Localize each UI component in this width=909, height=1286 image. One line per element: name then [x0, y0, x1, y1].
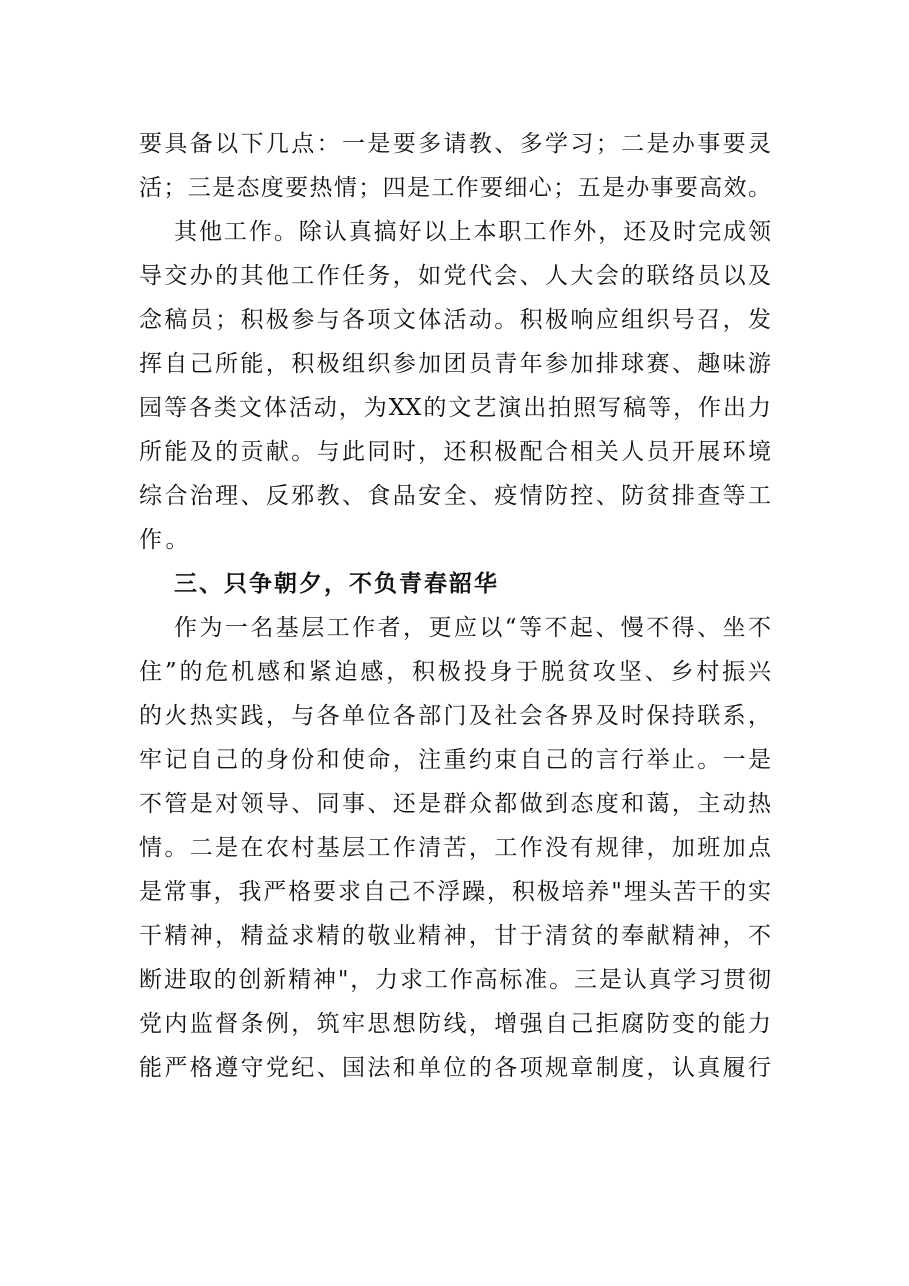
text-line: 所能及的贡献。与此同时，还积极配合相关人员开展环境 [139, 439, 771, 465]
section-heading: 三、只争朝夕，不负青春韶华 [174, 570, 499, 597]
text-line: 住”的危机感和紧迫感，积极投身于脱贫攻坚、乡村振兴 [139, 659, 771, 685]
text-line: 要具备以下几点：一是要多请教、多学习；二是办事要灵 [139, 131, 771, 157]
text-line: 综合治理、反邪教、食品安全、疫情防控、防贫排查等工 [139, 483, 771, 509]
text-line: 挥自己所能，积极组织参加团员青年参加排球赛、趣味游 [139, 351, 771, 377]
text-line: 园等各类文体活动，为XX的文艺演出拍照写稿等，作出力 [139, 395, 771, 421]
text-line: 牢记自己的身份和使命，注重约束自己的言行举止。一是 [139, 747, 771, 773]
text-line: 情。二是在农村基层工作清苦，工作没有规律，加班加点 [139, 835, 771, 861]
paragraph-first-line: 其他工作。除认真搞好以上本职工作外，还及时完成领 [174, 219, 771, 245]
text-line: 能严格遵守党纪、国法和单位的各项规章制度，认真履行 [139, 1055, 771, 1081]
text-line: 不管是对领导、同事、还是群众都做到态度和蔼，主动热 [139, 791, 771, 817]
text-line: 作。 [139, 527, 192, 553]
text-line: 党内监督条例，筑牢思想防线，增强自己拒腐防变的能力 [139, 1011, 771, 1037]
text-line: 导交办的其他工作任务，如党代会、人大会的联络员以及 [139, 263, 771, 289]
text-line: 活；三是态度要热情；四是工作要细心；五是办事要高效。 [139, 175, 771, 201]
paragraph-first-line: 作为一名基层工作者，更应以“等不起、慢不得、坐不 [174, 615, 771, 641]
text-line: 干精神，精益求精的敬业精神，甘于清贫的奉献精神，不 [139, 923, 771, 949]
text-line: 的火热实践，与各单位各部门及社会各界及时保持联系， [139, 703, 771, 729]
text-line: 念稿员；积极参与各项文体活动。积极响应组织号召，发 [139, 307, 771, 333]
text-line: 是常事，我严格要求自己不浮躁，积极培养"埋头苦干的实 [139, 879, 771, 905]
text-line: 断进取的创新精神"，力求工作高标准。三是认真学习贯彻 [139, 967, 771, 993]
